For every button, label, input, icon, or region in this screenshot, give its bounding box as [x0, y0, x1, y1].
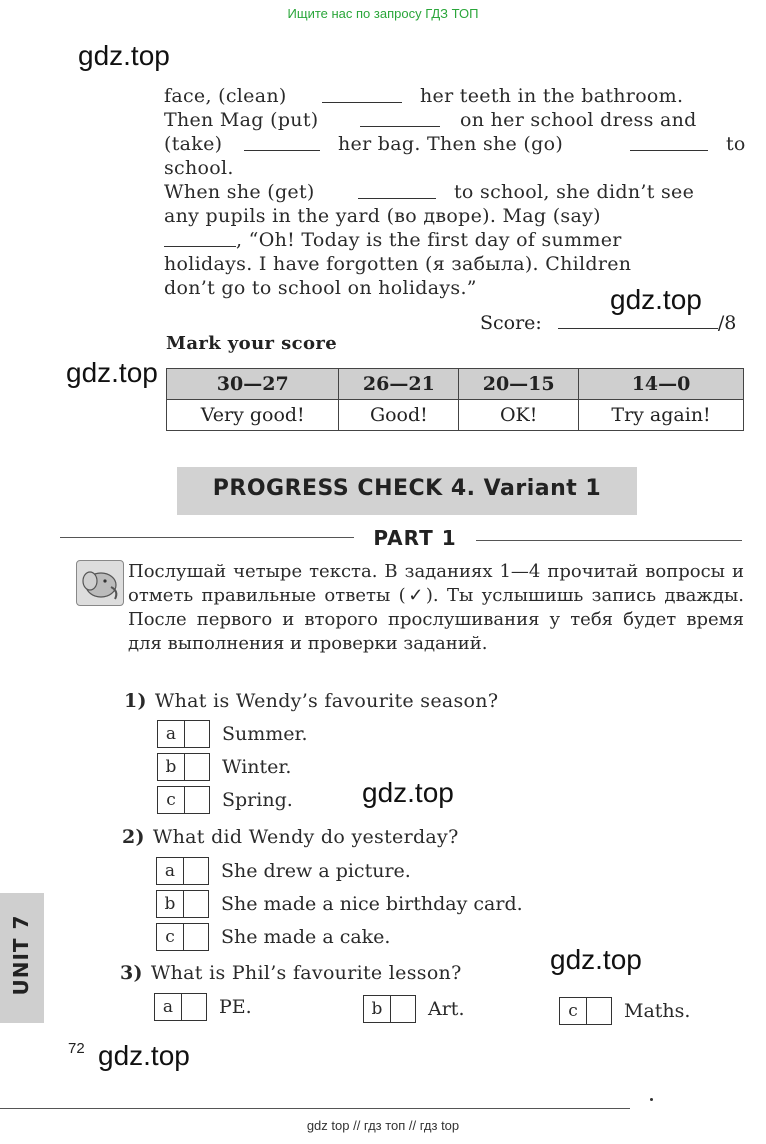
- story-text: (take): [164, 133, 223, 155]
- watermark: gdz.top: [66, 357, 158, 388]
- option-2a[interactable]: [156, 857, 411, 885]
- answer-blank[interactable]: [360, 112, 440, 127]
- score-label: Score:: [480, 312, 542, 334]
- option-text: Art.: [428, 998, 465, 1020]
- score-grade-cell: Good!: [339, 400, 459, 431]
- answer-checkbox[interactable]: [157, 753, 210, 781]
- story-line: [164, 108, 746, 132]
- instruction-text: Послушай четыре текста. В заданиях 1—4 прочитай вопросы и отметь правильные ответы (✓). Ты услышишь запись дважды. После первого и второго прослушивания у тебя будет время для выполнения и проверки заданий.: [128, 561, 744, 654]
- option-letter: c: [157, 924, 184, 950]
- story-line: [164, 84, 746, 108]
- question-3: [120, 962, 462, 984]
- score-range-row: [167, 369, 744, 400]
- option-text: PE.: [219, 996, 252, 1018]
- question-text: What is Wendy’s favourite season?: [154, 690, 499, 712]
- score-grade-cell: Try again!: [579, 400, 744, 431]
- story-text: school.: [164, 157, 234, 179]
- answer-checkbox[interactable]: [154, 993, 207, 1021]
- mark-score-title: Mark your score: [166, 333, 338, 354]
- story-line: [164, 180, 746, 204]
- bottom-banner[interactable]: gdz top // гдз топ // гдз top: [306, 1118, 460, 1133]
- divider: [476, 540, 742, 541]
- question-number: 2): [122, 826, 145, 848]
- score-range-cell: 30—27: [167, 369, 339, 400]
- option-3b[interactable]: [363, 995, 464, 1023]
- answer-checkbox[interactable]: [363, 995, 416, 1023]
- answer-checkbox[interactable]: [156, 923, 209, 951]
- score-grade-cell: Very good!: [167, 400, 339, 431]
- option-letter: a: [158, 721, 185, 747]
- top-banner[interactable]: Ищите нас по запросу ГДЗ ТОП: [287, 6, 479, 21]
- story-line: [164, 132, 746, 156]
- score-blank[interactable]: [558, 314, 718, 329]
- listening-elephant-icon: [76, 560, 124, 606]
- watermark: gdz.top: [610, 284, 702, 315]
- progress-check-title: PROGRESS CHECK 4. Variant 1: [212, 476, 602, 501]
- option-letter: c: [158, 787, 185, 813]
- option-1a[interactable]: [157, 720, 308, 748]
- option-text: She drew a picture.: [221, 860, 411, 882]
- score-table: [166, 368, 744, 431]
- answer-blank[interactable]: [358, 184, 436, 199]
- answer-blank[interactable]: [322, 88, 402, 103]
- story-text: on her school dress and: [460, 109, 697, 131]
- option-text: She made a cake.: [221, 926, 391, 948]
- page-number: 72: [68, 1040, 85, 1057]
- story-text: face, (clean): [164, 85, 287, 107]
- story-text: , “Oh! Today is the first day of summer: [236, 229, 622, 251]
- answer-checkbox[interactable]: [157, 786, 210, 814]
- score-range-cell: 14—0: [579, 369, 744, 400]
- option-1b[interactable]: [157, 753, 291, 781]
- story-text: holidays. I have forgotten (я забыла). Children: [164, 253, 632, 275]
- option-letter: a: [157, 858, 184, 884]
- story-text: her teeth in the bathroom.: [420, 85, 684, 107]
- option-1c[interactable]: [157, 786, 293, 814]
- part-title: PART 1: [373, 526, 457, 550]
- question-text: What is Phil’s favourite lesson?: [150, 962, 462, 984]
- story-text: any pupils in the yard (во дворе). Mag (say): [164, 205, 601, 227]
- unit-label: UNIT 7: [9, 914, 33, 996]
- divider: [60, 537, 354, 538]
- answer-blank[interactable]: [630, 136, 708, 151]
- watermark: gdz.top: [550, 944, 642, 975]
- story-line: [164, 252, 746, 276]
- story-paragraph: [164, 84, 746, 300]
- option-text: Maths.: [624, 1000, 691, 1022]
- option-3c[interactable]: [559, 997, 690, 1025]
- score-max: /8: [717, 312, 737, 334]
- answer-checkbox[interactable]: [156, 890, 209, 918]
- story-text: her bag. Then she (go): [338, 133, 564, 155]
- option-text: She made a nice birthday card.: [221, 893, 523, 915]
- story-line: [164, 204, 746, 228]
- story-text: When she (get): [164, 181, 315, 203]
- option-2c[interactable]: [156, 923, 390, 951]
- option-letter: a: [155, 994, 182, 1020]
- watermark: gdz.top: [78, 40, 170, 71]
- question-number: 3): [120, 962, 143, 984]
- question-number: 1): [124, 690, 147, 712]
- dot-mark: [650, 1098, 653, 1101]
- option-letter: b: [158, 754, 185, 780]
- story-line: [164, 276, 746, 300]
- option-text: Winter.: [222, 756, 292, 778]
- bottom-divider: [0, 1108, 630, 1109]
- option-letter: c: [560, 998, 587, 1024]
- score-line: [480, 312, 736, 334]
- option-text: Summer.: [222, 723, 308, 745]
- answer-checkbox[interactable]: [559, 997, 612, 1025]
- score-range-cell: 20—15: [459, 369, 579, 400]
- story-line: [164, 156, 746, 180]
- option-letter: b: [157, 891, 184, 917]
- question-2: [122, 826, 459, 848]
- option-3a[interactable]: [154, 993, 252, 1021]
- story-text: Then Mag (put): [164, 109, 319, 131]
- option-letter: b: [364, 996, 391, 1022]
- story-text: don’t go to school on holidays.”: [164, 277, 477, 299]
- watermark: gdz.top: [98, 1040, 190, 1071]
- answer-checkbox[interactable]: [156, 857, 209, 885]
- story-text: to school, she didn’t see: [454, 181, 695, 203]
- question-1: [124, 690, 498, 712]
- option-text: Spring.: [222, 789, 293, 811]
- answer-blank[interactable]: [244, 136, 320, 151]
- question-text: What did Wendy do yesterday?: [152, 826, 459, 848]
- option-2b[interactable]: [156, 890, 523, 918]
- score-grade-row: [167, 400, 744, 431]
- story-line: [164, 228, 746, 252]
- score-grade-cell: OK!: [459, 400, 579, 431]
- watermark: gdz.top: [362, 777, 454, 808]
- story-text: to: [726, 133, 746, 155]
- answer-checkbox[interactable]: [157, 720, 210, 748]
- answer-blank[interactable]: [164, 232, 236, 247]
- score-range-cell: 26—21: [339, 369, 459, 400]
